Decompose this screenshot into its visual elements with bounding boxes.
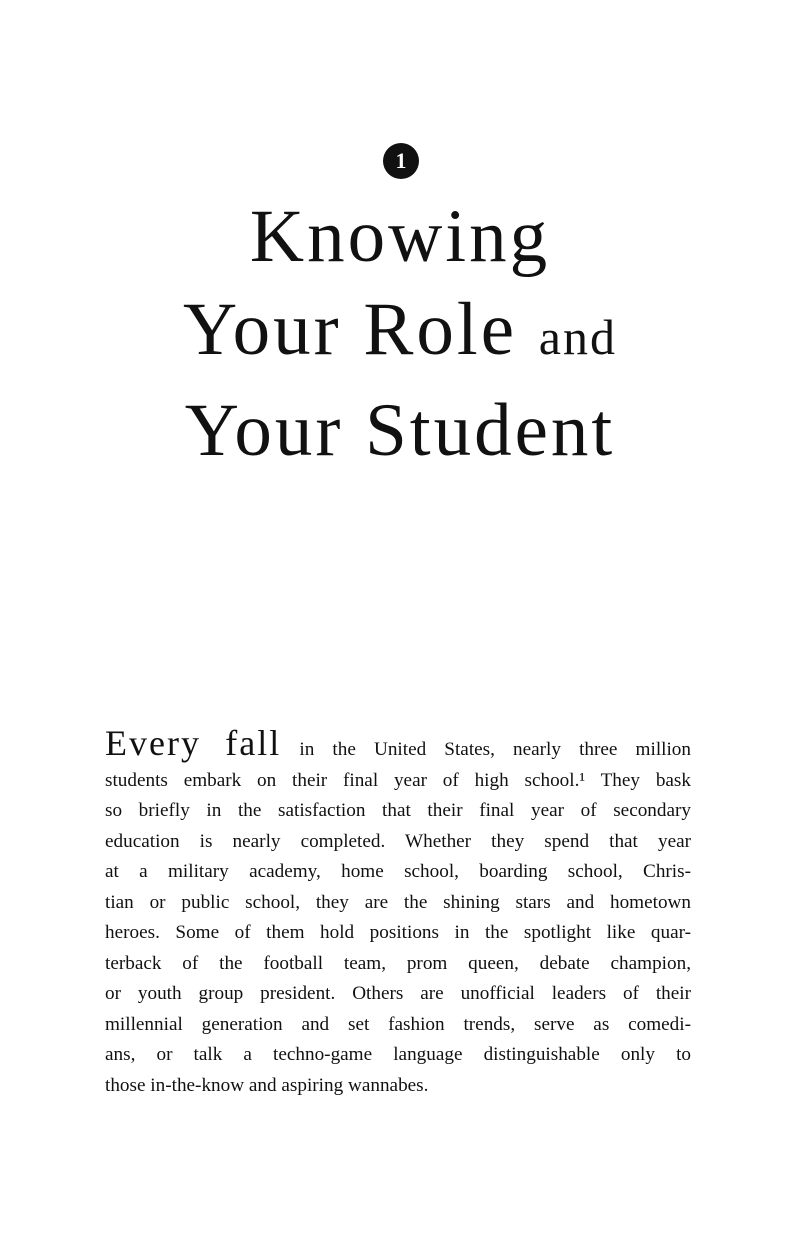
body-line-5: at a military academy, home school, boarding school, Chris- (105, 861, 691, 882)
body-line-6: tian or public school, they are the shining stars and hometown (105, 891, 691, 913)
body-paragraph (105, 723, 691, 1101)
chapter-title-line-2 (100, 283, 700, 384)
body-line-9: or youth group president. Others are unofficial leaders of their (105, 983, 691, 1004)
body-line-11: ans, or talk a techno-game language distinguishable only to (105, 1044, 691, 1065)
body-line-3: so briefly in the satisfaction that their final year of secondary (105, 800, 691, 821)
body-line-4: education is nearly completed. Whether they spend that year (105, 830, 691, 852)
body-line-7: heroes. Some of them hold positions in the spotlight like quar- (105, 922, 691, 943)
chapter-title-line-2-main: Your Role (183, 288, 518, 371)
chapter-title-line-2-small: and (538, 309, 617, 365)
body-line-8: terback of the football team, prom queen, debate champion, (105, 952, 691, 974)
body-line-2: students embark on their final year of high school.¹ They bask (105, 769, 691, 791)
chapter-title-line-1: Knowing (249, 195, 551, 278)
chapter-number-badge: 1 (383, 143, 419, 179)
lead-in-text: Every fall (105, 723, 282, 763)
body-line-10: millennial generation and set fashion trends, serve as comedi- (105, 1013, 691, 1035)
chapter-title (100, 190, 700, 477)
chapter-title-line-3: Your Student (184, 389, 616, 472)
body-line-1 (105, 723, 691, 766)
body-line-12: those in-the-know and aspiring wannabes. (105, 1074, 429, 1096)
body-line-1-text: in the United States, nearly three million (299, 739, 691, 760)
